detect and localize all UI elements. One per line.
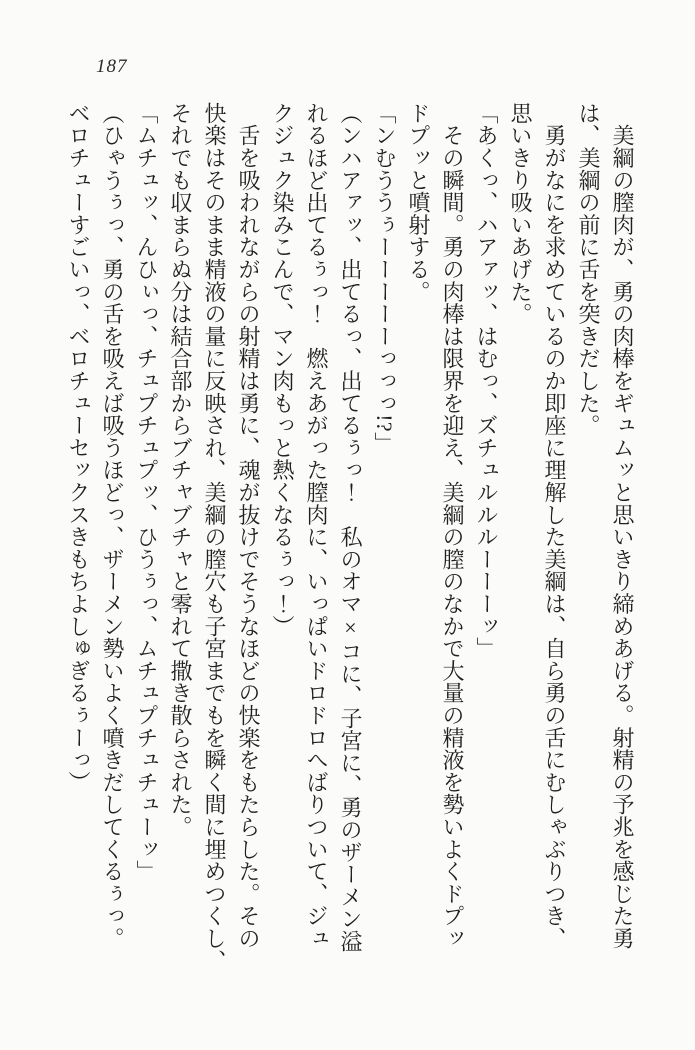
text-column: （ひゃうぅっ、勇の舌を吸えば吸うほどっ、ザーメン勢いよく噴きだしてくるぅっ。 — [100, 102, 125, 950]
text-column: れるほど出てるぅっ！ 燃えあがった膣肉に、いっぱいドロドロへばりついて、ジュ — [304, 102, 329, 950]
text-column: 舌を吸われながらの射精は勇に、魂が抜けでそうなほどの快楽をもたらした。その — [236, 102, 261, 950]
text-column: 勇がなにを求めているのか即座に理解した美綱は、自ら勇の舌にむしゃぶりつき、 — [542, 102, 567, 950]
text-column: ドプッと噴射する。 — [406, 102, 431, 303]
text-column: 思いきり吸いあげた。 — [508, 102, 533, 325]
text-column: は、美綱の前に舌を突きだした。 — [576, 102, 601, 437]
text-column: ベロチューすごいっ、ベロチューセックスきもちよしゅぎるぅーっ） — [66, 102, 91, 794]
text-column: クジュク染みこんで、マン肉もっと熱くなるぅっ！） — [270, 102, 295, 638]
text-column: それでも収まらぬ分は結合部からブチャブチャと零れて撒き散らされた。 — [168, 102, 193, 838]
text-column: 快楽はそのまま精液の量に反映され、美綱の膣穴も子宮までもを瞬く間に埋めつくし、 — [202, 102, 227, 972]
page-number: 187 — [96, 56, 128, 77]
text-column: その瞬間。勇の肉棒は限界を迎え、美綱の膣のなかで大量の精液を勢いよくドプッ — [440, 102, 465, 950]
text-column: 「ンむううぅーーーーーっっっ!?」 — [372, 102, 397, 455]
text-column: 「ムチュッ、んひぃっ、チュプチュプッ、ひうぅっ、ムチュプチュチューッ」 — [134, 102, 159, 883]
text-column: 「あくっ、ハアァッ、はむっ、ズチュルルルーーーッ」 — [474, 102, 499, 660]
text-column: 美綱の膣肉が、勇の肉棒をギュムッと思いきり締めあげる。射精の予兆を感じた勇 — [610, 102, 635, 950]
text-column: （ンハアァッ、出てるっ、出てるぅっ！ 私のオマ×コに、子宮に、勇のザーメン溢 — [338, 102, 363, 953]
vertical-text-block — [61, 102, 639, 972]
